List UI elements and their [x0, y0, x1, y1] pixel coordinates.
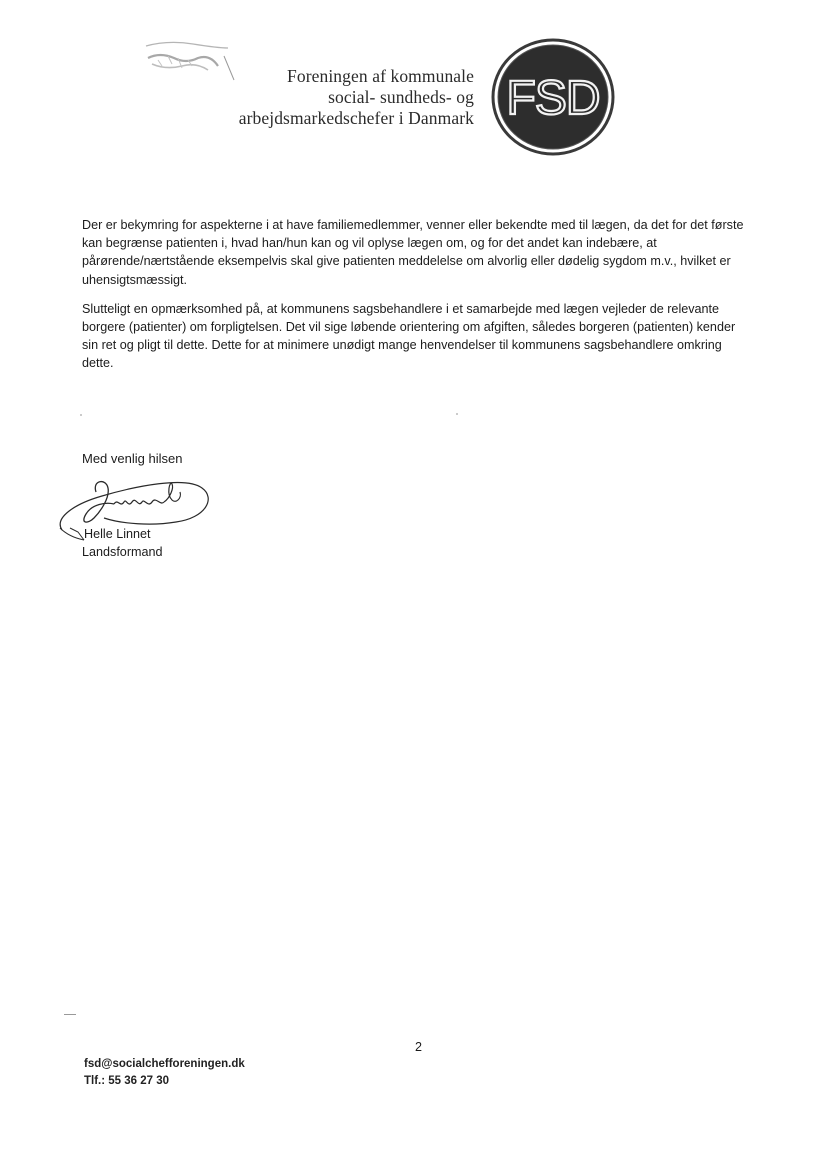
fsd-logo — [491, 38, 615, 156]
footer-phone: Tlf.: 55 36 27 30 — [84, 1075, 170, 1087]
signer-title: Landsformand — [82, 545, 163, 559]
closing-greeting: Med venlig hilsen — [82, 451, 183, 466]
page-number: 2 — [415, 1040, 423, 1054]
scan-speck — [456, 413, 458, 415]
fsd-logo-text: FSD — [506, 72, 600, 125]
letter-body — [82, 216, 754, 384]
body-paragraph-2: Slutteligt en opmærksomhed på, at kommunens sagsbehandlere i et samarbejde med lægen vejleder de relevante borgere (patienter) om forpligtelsen. Det vil sige løbende orientering om afgiften, således borgeren (patienten) kender sin ret og pligt til dette. Dette for at minimere unødigt mange henvendelser til kommunens sagsbehandlere omkring dette. — [82, 301, 736, 371]
organization-name — [239, 66, 474, 129]
scan-dash-mark — [64, 1014, 76, 1015]
organization-name-line2: social- sundheds- og — [328, 87, 474, 107]
stamp-mark — [138, 36, 238, 84]
footer-email[interactable]: fsd@socialchefforeningen.dk — [84, 1058, 245, 1070]
organization-name-line3: arbejdsmarkedschefer i Danmark — [238, 108, 474, 128]
organization-name-line1: Foreningen af kommunale — [287, 66, 474, 86]
body-paragraph-1: Der er bekymring for aspekterne i at have familiemedlemmer, venner eller bekendte med til lægen, da det for det første kan begrænse patienten i, hvad han/hun kan og vil oplyse lægen om, og for det andet kan indebære, at pårørende/nærtstående eksempelvis skal give patienten meddelelse om alvorlig eller dødelig sygdom m.v., hvilket er uhensigtsmæssigt. — [82, 218, 744, 287]
signer-name: Helle Linnet — [84, 527, 151, 541]
scan-speck — [80, 414, 82, 416]
